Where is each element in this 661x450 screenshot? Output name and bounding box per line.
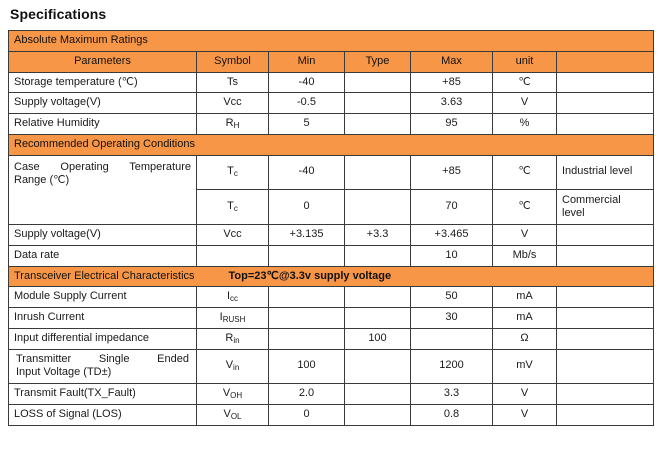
- cell-unit: mA: [493, 287, 557, 308]
- section-title: Absolute Maximum Ratings: [9, 31, 654, 52]
- symbol-main: I: [226, 290, 231, 303]
- symbol-main: Vcc: [223, 228, 242, 240]
- symbol-main: V: [223, 407, 231, 420]
- section-header-transceiver-electrical-characteristics: [9, 266, 654, 287]
- table-row: [9, 114, 654, 135]
- cell-unit: V: [493, 93, 557, 114]
- cell-symbol: [197, 287, 269, 308]
- cell-max: 10: [411, 245, 493, 266]
- symbol-sub: in: [233, 335, 240, 345]
- section-header-recommended-operating-conditions: [9, 134, 654, 155]
- cell-type: [345, 384, 411, 405]
- column-header-min: Min: [269, 51, 345, 72]
- cell-min: -0.5: [269, 93, 345, 114]
- cell-type: [345, 72, 411, 93]
- cell-extra: Industrial level: [557, 155, 654, 189]
- cell-parameter: Supply voltage(V): [9, 93, 197, 114]
- cell-parameter-line2: Input Voltage (TD±): [16, 366, 112, 379]
- cell-min: [269, 328, 345, 349]
- cell-parameter: Transmit Fault(TX_Fault): [9, 384, 197, 405]
- cell-type: 100: [345, 328, 411, 349]
- table-row: [9, 93, 654, 114]
- cell-symbol: [197, 72, 269, 93]
- cell-parameter: Storage temperature (℃): [9, 72, 197, 93]
- symbol-sub: in: [233, 363, 240, 373]
- cell-symbol: [197, 155, 269, 189]
- table-row: [9, 225, 654, 246]
- cell-extra: [557, 93, 654, 114]
- symbol-sub: c: [233, 203, 238, 213]
- column-header-symbol: Symbol: [197, 51, 269, 72]
- cell-parameter-line1: Transmitter Single Ended: [16, 352, 189, 365]
- cell-min: -40: [269, 72, 345, 93]
- cell-unit: ℃: [493, 72, 557, 93]
- symbol-sub: OL: [230, 411, 242, 421]
- table-row: [9, 308, 654, 329]
- cell-unit: mA: [493, 308, 557, 329]
- cell-extra: [557, 114, 654, 135]
- cell-min: [269, 287, 345, 308]
- cell-symbol: [197, 114, 269, 135]
- cell-unit: %: [493, 114, 557, 135]
- cell-max: 3.3: [411, 384, 493, 405]
- symbol-sub: H: [233, 121, 240, 130]
- cell-symbol: [197, 189, 269, 225]
- table-row: [9, 349, 654, 384]
- table-row: [9, 404, 654, 425]
- page-title: Specifications: [10, 6, 107, 22]
- cell-unit: ℃: [493, 189, 557, 225]
- cell-type: +3.3: [345, 225, 411, 246]
- cell-min: 2.0: [269, 384, 345, 405]
- cell-parameter: [9, 155, 197, 225]
- cell-extra: [557, 308, 654, 329]
- cell-max: 50: [411, 287, 493, 308]
- cell-unit: V: [493, 404, 557, 425]
- cell-parameter-line2: Range (℃): [14, 174, 70, 187]
- cell-min: 0: [269, 189, 345, 225]
- cell-symbol: [197, 245, 269, 266]
- cell-symbol: [197, 328, 269, 349]
- column-header-parameters: Parameters: [9, 51, 197, 72]
- cell-symbol: [197, 308, 269, 329]
- cell-max: 70: [411, 189, 493, 225]
- table-row: [9, 155, 654, 189]
- cell-extra: [557, 225, 654, 246]
- cell-symbol: [197, 93, 269, 114]
- table-row: [9, 72, 654, 93]
- cell-min: 100: [269, 349, 345, 384]
- cell-unit: ℃: [493, 155, 557, 189]
- symbol-main: V: [222, 387, 231, 399]
- cell-max: +3.465: [411, 225, 493, 246]
- specifications-table: [8, 30, 654, 426]
- cell-parameter: Data rate: [9, 245, 197, 266]
- table-row: [9, 328, 654, 349]
- cell-parameter: Module Supply Current: [9, 287, 197, 308]
- column-header-extra: [557, 51, 654, 72]
- column-header-type: Type: [345, 51, 411, 72]
- symbol-sub: c: [233, 169, 238, 179]
- cell-type: [345, 114, 411, 135]
- cell-parameter: Relative Humidity: [9, 114, 197, 135]
- cell-type: [345, 349, 411, 384]
- symbol-main: T: [227, 165, 234, 178]
- symbol-main: Vcc: [223, 96, 242, 109]
- cell-extra: [557, 245, 654, 266]
- cell-extra: [557, 72, 654, 93]
- cell-unit: Ω: [493, 328, 557, 349]
- cell-type: [345, 287, 411, 308]
- cell-extra: [557, 404, 654, 425]
- section-header-absolute-maximum-ratings: [9, 31, 654, 52]
- cell-parameter: LOSS of Signal (LOS): [9, 404, 197, 425]
- cell-parameter: Input differential impedance: [9, 328, 197, 349]
- cell-extra: [557, 287, 654, 308]
- cell-min: [269, 245, 345, 266]
- section-title: Recommended Operating Conditions: [9, 134, 654, 155]
- cell-type: [345, 93, 411, 114]
- cell-min: 5: [269, 114, 345, 135]
- cell-symbol: [197, 225, 269, 246]
- cell-max: 0.8: [411, 404, 493, 425]
- symbol-sub: OH: [230, 391, 243, 400]
- symbol-main: T: [227, 199, 234, 212]
- cell-type: [345, 308, 411, 329]
- cell-unit: Mb/s: [493, 245, 557, 266]
- cell-min: 0: [269, 404, 345, 425]
- cell-max: +85: [411, 155, 493, 189]
- cell-type: [345, 189, 411, 225]
- cell-unit: mV: [493, 349, 557, 384]
- cell-max: [411, 328, 493, 349]
- cell-max: 3.63: [411, 93, 493, 114]
- symbol-main: I: [219, 311, 223, 323]
- cell-extra-line2: level: [562, 207, 585, 220]
- cell-extra: [557, 384, 654, 405]
- cell-type: [345, 404, 411, 425]
- section-note: Top=23℃@3.3v supply voltage: [228, 269, 392, 282]
- cell-symbol: [197, 404, 269, 425]
- cell-unit: V: [493, 384, 557, 405]
- cell-unit: V: [493, 225, 557, 246]
- symbol-main: R: [225, 117, 234, 129]
- cell-extra: [557, 189, 654, 225]
- cell-parameter-line1: Case Operating Temperature: [14, 160, 191, 173]
- table-row: [9, 245, 654, 266]
- cell-symbol: [197, 384, 269, 405]
- cell-extra-line1: Commercial: [562, 193, 621, 206]
- cell-extra: [557, 328, 654, 349]
- symbol-main: R: [225, 331, 234, 344]
- column-header-max: Max: [411, 51, 493, 72]
- table-row: [9, 287, 654, 308]
- cell-type: [345, 155, 411, 189]
- cell-parameter: Inrush Current: [9, 308, 197, 329]
- column-header-row: [9, 51, 654, 72]
- column-header-unit: unit: [493, 51, 557, 72]
- cell-max: 95: [411, 114, 493, 135]
- cell-type: [345, 245, 411, 266]
- symbol-sub: cc: [230, 294, 239, 304]
- cell-max: +85: [411, 72, 493, 93]
- cell-min: [269, 308, 345, 329]
- cell-max: 30: [411, 308, 493, 329]
- cell-parameter: [9, 349, 197, 384]
- cell-min: +3.135: [269, 225, 345, 246]
- symbol-main: Ts: [227, 75, 238, 88]
- symbol-sub: RUSH: [222, 315, 246, 324]
- cell-max: 1200: [411, 349, 493, 384]
- symbol-main: V: [225, 359, 234, 372]
- cell-symbol: [197, 349, 269, 384]
- cell-min: -40: [269, 155, 345, 189]
- cell-extra: [557, 349, 654, 384]
- table-row: [9, 384, 654, 405]
- cell-parameter: Supply voltage(V): [9, 225, 197, 246]
- section-title: Transceiver Electrical Characteristics: [14, 269, 195, 282]
